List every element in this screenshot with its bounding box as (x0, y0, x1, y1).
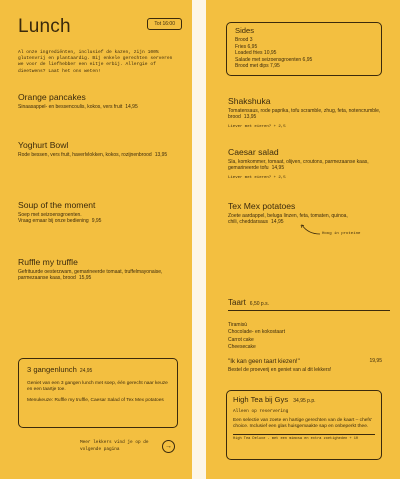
dish-desc: Soep met seizoensgroenten. Vraag ernaar bij onze bediening 9,95 (18, 212, 102, 225)
sides-box (226, 22, 382, 76)
list-item: Cheesecake (228, 344, 256, 351)
dish-caesar-salad (228, 147, 392, 181)
high-tea-sub: Alleen op reservering (233, 409, 289, 414)
list-item: Fries 6,95 (235, 43, 258, 50)
taart-header (228, 298, 390, 311)
dish-desc: Sinaasappel- en bessencoulis, kokos, vers fruit 14,95 (18, 104, 138, 110)
page-title: Lunch (18, 16, 71, 37)
dish-name: Shakshuka (228, 96, 271, 106)
three-course-price: 24,95 (79, 368, 93, 374)
high-tea-text: Een selectie van zoete en hartige gerechten van de kaart – chefs' choice. Inclusief een glas huisgemaakte sap en onbeperkt thee. (233, 418, 373, 430)
dish-soup (18, 200, 180, 225)
dish-price: 14,95 (125, 104, 138, 110)
intro-text: Al onze ingrediënten, inclusief de kazen, zijn 100% glutenvrij en plantaardig. Bij enkele gerechten serveren we voor de liefhebber een eitje erbij. Allergie of dieetwens? Laat het ons weten! (18, 50, 173, 74)
dish-name: Orange pancakes (18, 92, 86, 102)
taart-title: Taart (228, 298, 246, 307)
tasting-title: "Ik kan geen taart kiezen!" (228, 358, 300, 365)
three-course-box (18, 358, 178, 428)
dish-tex-mex (228, 201, 358, 226)
more-link[interactable] (80, 440, 175, 453)
taart-list (228, 322, 285, 352)
tasting-offer (228, 358, 382, 373)
list-item: Brood met dips 7,95 (235, 63, 280, 70)
left-header (18, 14, 182, 38)
high-tea-box (226, 390, 382, 460)
list-item: Brood 3 (235, 37, 253, 43)
taart-price: 6,50 p.s. (249, 301, 269, 307)
dish-desc: Sla, komkommer, tomaat, olijven, croutons, parmezaanse kaas, gemarineerde tofu 14,95 (228, 159, 369, 172)
page-gap (192, 0, 206, 479)
dish-name: Yoghurt Bowl (18, 140, 69, 150)
list-item: Salade met seizoensgroenten 6,95 (235, 56, 313, 63)
tasting-desc: Bestel de proeverij en geniet van al dit lekkers! (228, 367, 332, 373)
dish-price: 9,95 (91, 218, 102, 225)
dish-price: 14,95 (271, 219, 284, 226)
dish-price: 13,95 (154, 152, 168, 158)
dish-price: 13,95 (243, 114, 257, 121)
dish-orange-pancakes (18, 92, 180, 110)
dish-note: Liever met eieren? + 2,5 (228, 124, 286, 129)
dish-desc: Gefrituurde oesterzwam, gemarineerde tomaat, truffelmayonaise, parmezaanse kaas, brood 15,95 (18, 269, 163, 282)
dish-note: Liever met eieren? + 2,5 (228, 175, 286, 180)
tasting-price: 19,95 (369, 358, 382, 364)
dish-yoghurt-bowl (18, 140, 180, 158)
high-tea-title: High Tea bij Gys 34,95 p.p. (233, 395, 316, 404)
list-item: Chocolade- en kokostaart (228, 329, 285, 336)
dish-name: Tex Mex potatoes (228, 201, 296, 211)
dish-shakshuka (228, 96, 392, 130)
dish-desc: Rode bessen, vers fruit, haverlvlokken, kokos, rozijnenbrood 13,95 (18, 152, 168, 158)
curved-arrow-icon (300, 224, 322, 238)
more-text: Meer lekkers vind je op de volgende pagina (80, 440, 149, 452)
dish-desc: Tomatensaus, rode paprika, tofu scramble, zhug, feta, notencrumble, brood 13,95 (228, 108, 381, 121)
high-tea-footer: High Tea Deluxe - met een mimosa en extra zoetigheden + 10 (233, 434, 375, 441)
dish-name: Ruffle my truffle (18, 257, 78, 267)
list-item: Loaded fries 10,95 (235, 50, 277, 57)
three-course-menu: Menukeuze: Ruffle my truffle, Caesar Salad of Tex Mex potatoes (27, 398, 164, 404)
list-item: Carrot cake (228, 336, 254, 343)
high-tea-price: 34,95 p.p. (293, 398, 316, 404)
list-item: Tiramisù (228, 322, 247, 328)
dish-ruffle-my-truffle (18, 257, 180, 282)
dish-price: 15,95 (78, 275, 92, 282)
three-course-title: 3 gangenlunch 24,95 (27, 365, 93, 374)
time-badge: Tot 16:00 (147, 18, 182, 30)
sides-title: Sides (235, 26, 254, 35)
sides-list (235, 37, 373, 70)
three-course-text: Geniet van een 3 gangen lunch met soep, één gerecht naar keuze en een taartje toe. (27, 381, 168, 393)
dish-name: Soup of the moment (18, 200, 96, 210)
tasting-title-row (228, 358, 382, 365)
arrow-right-icon[interactable]: → (162, 440, 175, 453)
dish-name: Caesar salad (228, 147, 279, 157)
dish-desc: Zoete aardappel, beluga linzen, feta, tomaten, quinoa, chili, cheddarsaus 14,95 (228, 213, 348, 226)
protein-note: Hoog in proteïne (322, 232, 361, 236)
dish-price: 14,95 (271, 165, 285, 172)
